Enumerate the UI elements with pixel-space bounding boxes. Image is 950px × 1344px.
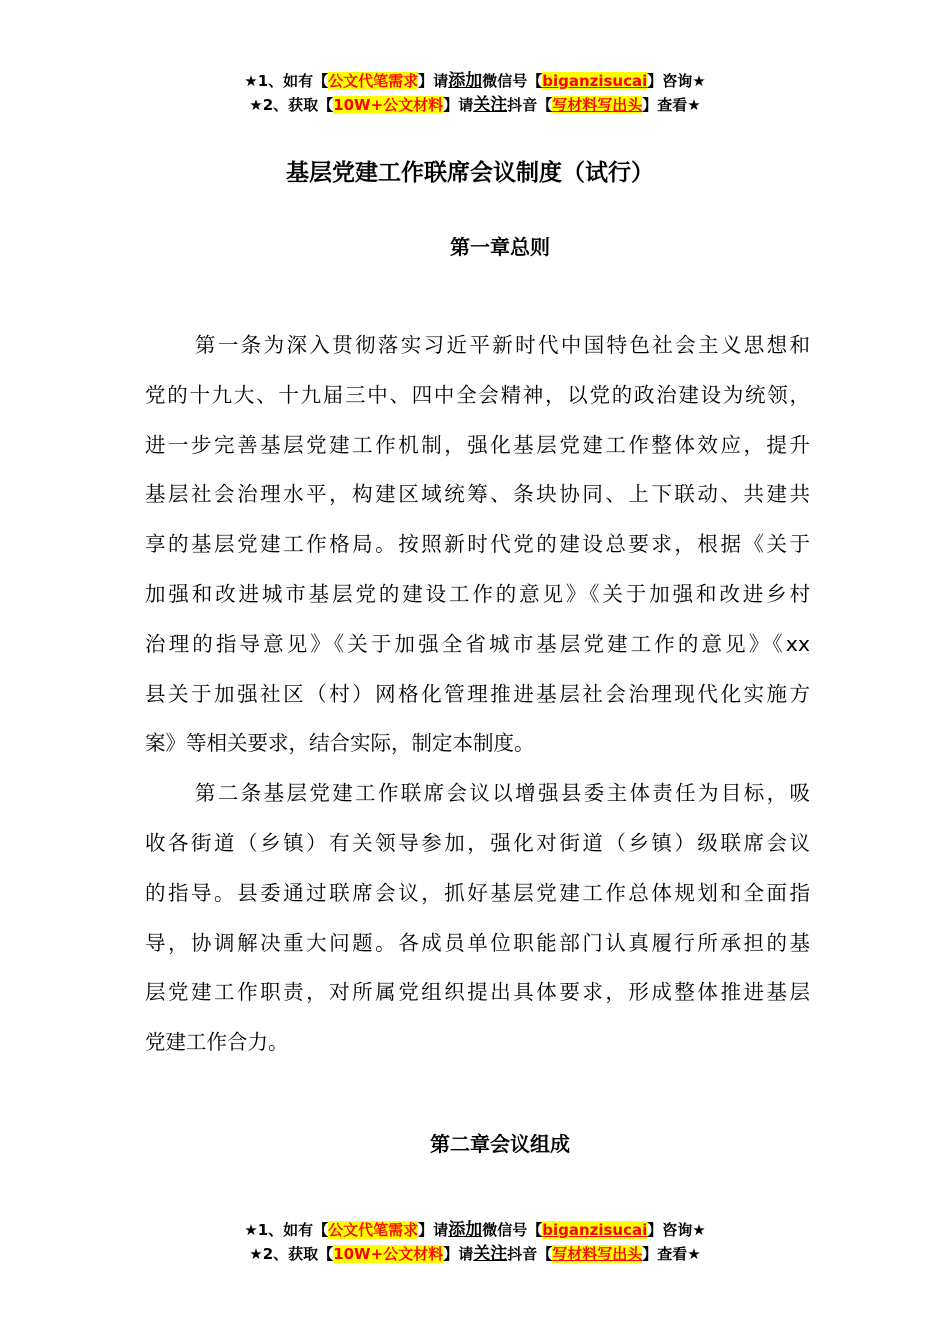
- paragraph-2-line: 的指导。县委通过联席会议，抓好基层党建工作总体规划和全面指: [145, 880, 810, 905]
- chapter-heading-1: 第一章总则: [450, 235, 550, 259]
- paragraph-1-line: 加强和改进城市基层党的建设工作的意见》《关于加强和改进乡村: [145, 581, 810, 606]
- emphasis: 添加: [448, 1220, 483, 1240]
- paragraph-1-line: 第一条为深入贯彻落实习近平新时代中国特色社会主义思想和: [195, 333, 810, 357]
- paragraph-1-line: 享的基层党建工作格局。按照新时代党的建设总要求，根据《关于: [145, 532, 810, 557]
- paragraph-1-line: 治理的指导意见》《关于加强全省城市基层党建工作的意见》《xx: [145, 631, 810, 656]
- text: 】请: [418, 72, 449, 90]
- highlight: 公文代笔需求: [328, 72, 419, 90]
- emphasis: 关注: [473, 95, 508, 115]
- wechat-id: biganzisucai: [542, 1221, 648, 1239]
- douyin-id: 写材料写出头: [552, 1245, 643, 1263]
- paragraph-1-line: 县关于加强社区（村）网格化管理推进基层社会治理现代化实施方: [145, 681, 810, 706]
- wechat-id: biganzisucai: [542, 72, 648, 90]
- paragraph-1-line: 党的十九大、十九届三中、四中全会精神，以党的政治建设为统领，: [145, 382, 810, 407]
- text: ★1、如有【: [244, 72, 329, 90]
- highlight: 10W+公文材料: [333, 96, 444, 114]
- text: 抖音【: [507, 1245, 553, 1263]
- chapter-heading-2: 第二章会议组成: [430, 1132, 570, 1156]
- text: 】请: [443, 1245, 474, 1263]
- document-title: 基层党建工作联席会议制度（试行）: [286, 160, 654, 186]
- banner-line-1: [0, 69, 950, 93]
- text: 微信号【: [482, 72, 543, 90]
- text: 抖音【: [507, 96, 553, 114]
- document-body: [145, 328, 810, 1075]
- header-banner: [0, 69, 950, 117]
- emphasis: 关注: [473, 1244, 508, 1264]
- text: ★2、获取【: [249, 96, 334, 114]
- paragraph-2-line: 收各街道（乡镇）有关领导参加，强化对街道（乡镇）级联席会议: [145, 830, 810, 855]
- emphasis: 添加: [448, 71, 483, 91]
- paragraph-2-line: 党建工作合力。: [145, 1030, 289, 1055]
- highlight: 10W+公文材料: [333, 1245, 444, 1263]
- banner-line-2: [0, 93, 950, 117]
- paragraph-1-line: 进一步完善基层党建工作机制，强化基层党建工作整体效应，提升: [145, 432, 810, 457]
- paragraph-1-line: 案》等相关要求，结合实际，制定本制度。: [145, 731, 535, 756]
- paragraph-2-line: 层党建工作职责，对所属党组织提出具体要求，形成整体推进基层: [145, 980, 810, 1005]
- text: 】查看★: [642, 96, 701, 114]
- footer-banner: [0, 1218, 950, 1266]
- paragraph-2-line: 第二条基层党建工作联席会议以增强县委主体责任为目标，吸: [195, 781, 810, 806]
- banner-line-2: [0, 1242, 950, 1266]
- text: 】咨询★: [647, 72, 706, 90]
- banner-line-1: [0, 1218, 950, 1242]
- text: 】查看★: [642, 1245, 701, 1263]
- text: 】请: [418, 1221, 449, 1239]
- text: 微信号【: [482, 1221, 543, 1239]
- paragraph-1-line: 基层社会治理水平，构建区域统筹、条块协同、上下联动、共建共: [145, 482, 810, 507]
- text: 】请: [443, 96, 474, 114]
- paragraph-2-line: 导，协调解决重大问题。各成员单位职能部门认真履行所承担的基: [145, 930, 810, 955]
- text: ★2、获取【: [249, 1245, 334, 1263]
- douyin-id: 写材料写出头: [552, 96, 643, 114]
- text: ★1、如有【: [244, 1221, 329, 1239]
- text: 】咨询★: [647, 1221, 706, 1239]
- highlight: 公文代笔需求: [328, 1221, 419, 1239]
